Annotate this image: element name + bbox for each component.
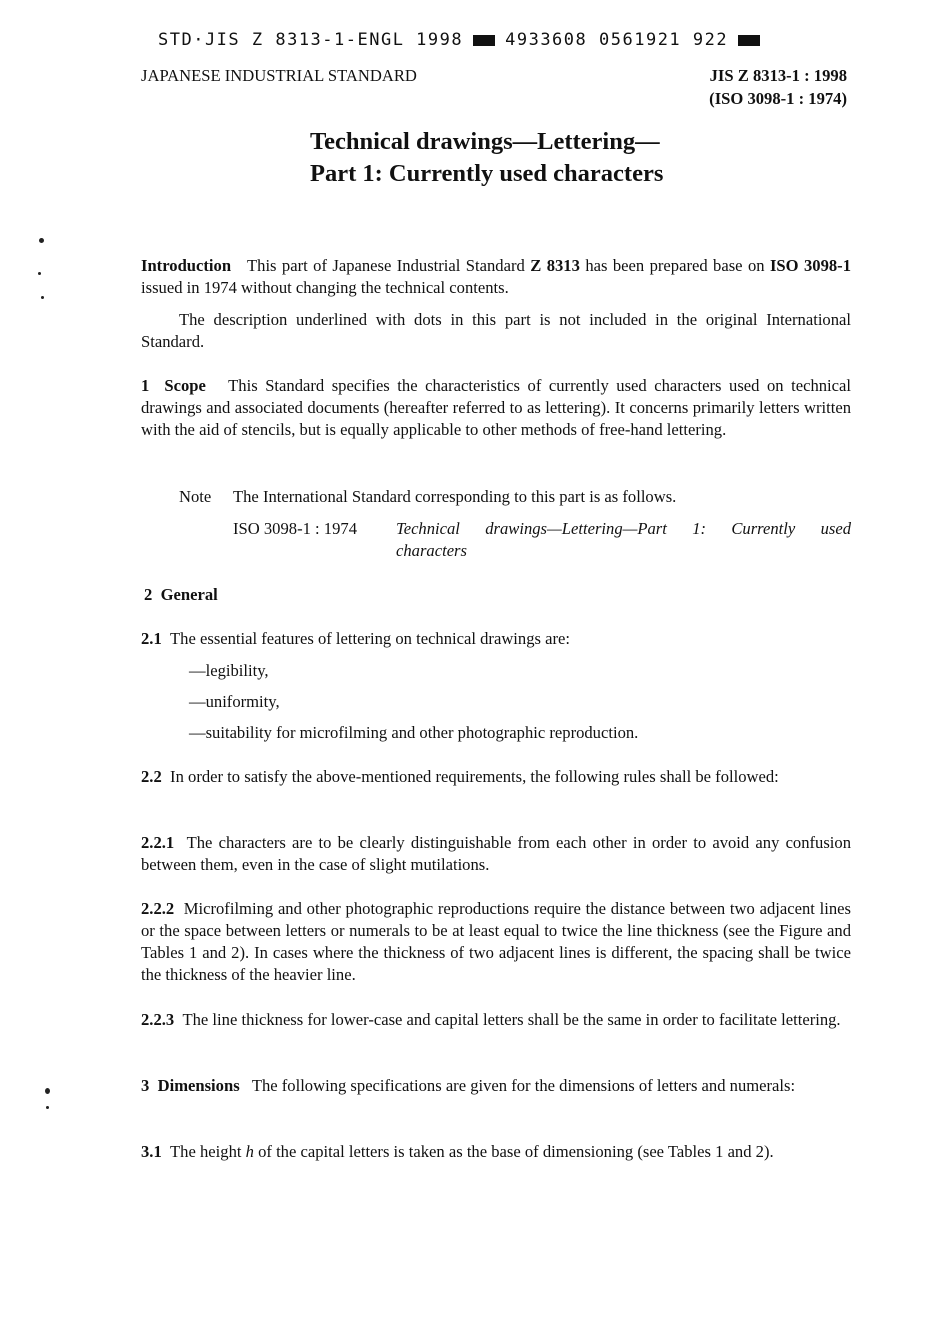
scan-mark xyxy=(38,272,41,275)
clause-text: Microfilming and other photographic reproductions require the distance between two adjacent lines or the space between letters or numerals to be at least equal to twice the line thickness (see the Figure and Tables 1 and 2). In cases where the thickness of two adjacent lines is different, the spacing shall be twice the thickness of the heavier line. xyxy=(141,899,851,984)
introduction-paragraph xyxy=(141,255,851,299)
section-heading: Scope xyxy=(164,376,206,395)
black-bar-mark xyxy=(473,35,495,46)
clause-number: 3.1 xyxy=(141,1142,162,1161)
clause-number: 2.2.1 xyxy=(141,833,175,852)
clause-number: 2.1 xyxy=(141,629,162,648)
title-line-2: Part 1: Currently used characters xyxy=(310,160,664,187)
clause-number: 2.2 xyxy=(141,767,162,786)
code-number-3: 922 xyxy=(692,30,729,50)
clause-text: The line thickness for lower-case and capital letters shall be the same in order to facilitate lettering. xyxy=(182,1010,841,1029)
section-number: 2 xyxy=(144,585,153,604)
standard-number: JIS Z 8313-1 : 1998 xyxy=(709,66,847,85)
note-ref-code: ISO 3098-1 : 1974 xyxy=(233,519,357,538)
document-code-line xyxy=(158,30,760,50)
note-label: Note xyxy=(179,487,212,506)
height-symbol: h xyxy=(245,1142,254,1161)
clause-number: 2.2.2 xyxy=(141,899,175,918)
dimensions-section xyxy=(141,1075,851,1097)
section-heading: General xyxy=(160,585,218,604)
general-heading xyxy=(144,584,218,606)
std-code: STD·JIS Z 8313-1-ENGL 1998 xyxy=(158,30,464,50)
clause-text: The height xyxy=(170,1142,242,1161)
intro-text: has been prepared base on xyxy=(585,256,765,275)
intro-heading: Introduction xyxy=(141,256,232,275)
ref-title-line-1: Technical drawings—Lettering—Part 1: Currently used xyxy=(396,519,851,538)
scan-mark xyxy=(39,238,44,243)
scope-text: This Standard specifies the characteristics of currently used characters used on technical drawings and associated documents (hereafter referred to as lettering). It concerns primarily letters written with the aid of stencils, but is equally applicable to other methods of free-hand lettering. xyxy=(141,376,851,439)
scan-mark xyxy=(41,296,44,299)
section-text: The following specifications are given for the dimensions of letters and numerals: xyxy=(251,1076,796,1095)
section-2-2-1 xyxy=(141,832,851,876)
note-ref-title xyxy=(396,518,851,540)
note-text: The International Standard corresponding to this part is as follows. xyxy=(233,487,677,506)
clause-text: The characters are to be clearly distinguishable from each other in order to avoid any confusion between them, even in the case of slight mutilations. xyxy=(141,833,852,874)
section-3-1 xyxy=(141,1141,851,1163)
page-title xyxy=(310,126,663,190)
code-number-1: 4933608 xyxy=(505,30,588,50)
iso-number: (ISO 3098-1 : 1974) xyxy=(709,89,847,108)
iso-ref: ISO 3098-1 xyxy=(769,256,851,275)
intro-note-paragraph: The description underlined with dots in this part is not included in the original International Standard. xyxy=(141,310,851,351)
clause-number: 2.2.3 xyxy=(141,1010,175,1029)
clause-text: of the capital letters is taken as the base of dimensioning (see Tables 1 and 2). xyxy=(258,1142,774,1161)
standard-label: JAPANESE INDUSTRIAL STANDARD xyxy=(141,66,417,85)
scan-mark xyxy=(45,1088,50,1094)
code-number-2: 0561921 xyxy=(599,30,682,50)
section-2-2-3 xyxy=(141,1009,851,1031)
section-number: 1 xyxy=(141,376,150,395)
scope-section xyxy=(141,375,851,441)
section-2-2 xyxy=(141,766,851,788)
clause-text: In order to satisfy the above-mentioned requirements, the following rules shall be followed: xyxy=(170,767,779,786)
title-line-1: Technical drawings—Lettering— xyxy=(310,128,660,155)
list-item: —suitability for microfilming and other photographic reproduction. xyxy=(189,723,639,742)
section-heading: Dimensions xyxy=(157,1076,240,1095)
scan-mark xyxy=(46,1106,49,1109)
standard-ref: Z 8313 xyxy=(530,256,580,275)
section-2-1 xyxy=(141,628,851,650)
clause-text: The essential features of lettering on technical drawings are: xyxy=(170,629,570,648)
list-item: —legibility, xyxy=(189,661,269,680)
note-ref-title-2: characters xyxy=(396,541,467,560)
intro-text: This part of Japanese Industrial Standard xyxy=(247,256,525,275)
section-2-2-2 xyxy=(141,898,851,986)
list-item: —uniformity, xyxy=(189,692,280,711)
section-number: 3 xyxy=(141,1076,150,1095)
intro-text: issued in 1974 without changing the technical contents. xyxy=(141,278,509,297)
black-bar-mark xyxy=(738,35,760,46)
